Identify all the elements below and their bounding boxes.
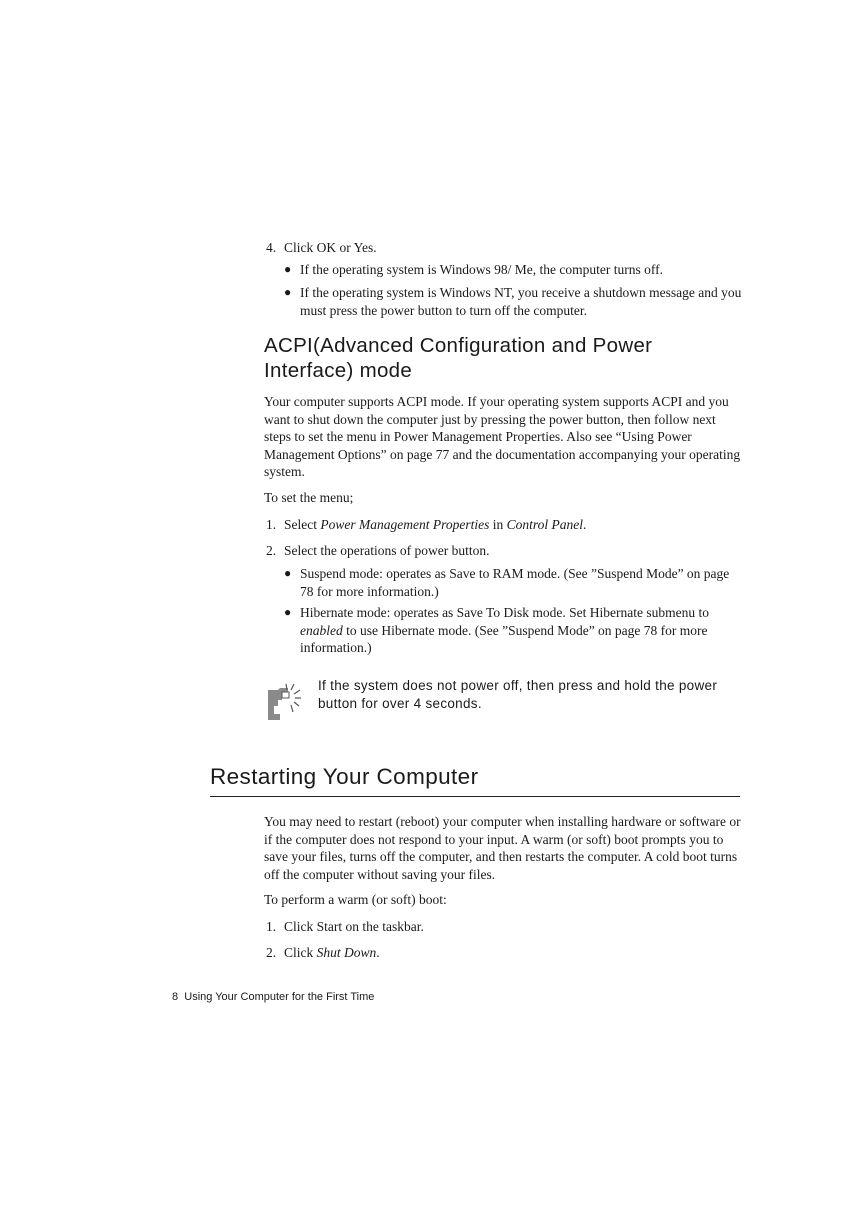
section-heading-restart: Restarting Your Computer [210,764,479,789]
step-number: 2. [266,543,277,558]
paragraph: To perform a warm (or soft) boot: [264,892,447,907]
page-footer [172,990,374,1004]
step-2: 2. Select the operations of power button. [266,543,490,558]
step-number: 1. [266,919,277,934]
step-2: 2. Click Shut Down. [266,945,380,960]
footer-title: Using Your Computer for the First Time [184,991,375,1003]
heading-rule [210,796,740,797]
list-item: ● If the operating system is Windows 98/ Me, the computer turns off. [284,262,664,277]
list-item: ● Suspend mode: operates as Save to RAM mode. (See ”Suspend Mode” on page 78 for more information.) [284,566,730,599]
step-1: 1. Select Power Management Properties in Control Panel. [266,517,587,532]
bullet-icon: ● [284,285,292,299]
note-text: If the system does not power off, then press and hold the power button for over 4 seconds. [318,678,718,711]
bullet-icon: ● [284,605,292,619]
hand-pressing-button-icon [264,678,306,726]
step-number: 1. [266,517,277,532]
list-item: ● Hibernate mode: operates as Save To Disk mode. Set Hibernate submenu to enabled to use Hibernate mode. (See ”Suspend Mode” on page 78 for more information.) [284,605,709,655]
step-1: 1. Click Start on the taskbar. [266,919,424,934]
step-number: 4. [266,240,277,255]
step-text: Click OK or Yes. [284,240,377,255]
section-heading-acpi: ACPI(Advanced Configuration and Power Interface) mode [264,334,653,382]
list-item: ● If the operating system is Windows NT, you receive a shutdown message and you must press the power button to turn off the computer. [284,285,742,318]
step-4 [266,239,746,257]
bullet-icon: ● [284,566,292,580]
step-number: 2. [266,945,277,960]
bullet-icon: ● [284,262,292,276]
page-number: 8 [172,991,179,1003]
paragraph: You may need to restart (reboot) your computer when installing hardware or software or if the computer does not respond to your input. A warm (or soft) boot prompts you to save your files, turns off the computer, and then restarts the computer. A cold boot turns off the computer without saving your files. [264,814,741,882]
paragraph: Your computer supports ACPI mode. If your operating system supports ACPI and you want to shut down the computer just by pressing the power button, then follow next steps to set the menu in Power Management Properties. Also see “Using Power Management Options” on page 77 and the documentation accompanying your operating system. [264,394,741,479]
paragraph: To set the menu; [264,490,354,505]
